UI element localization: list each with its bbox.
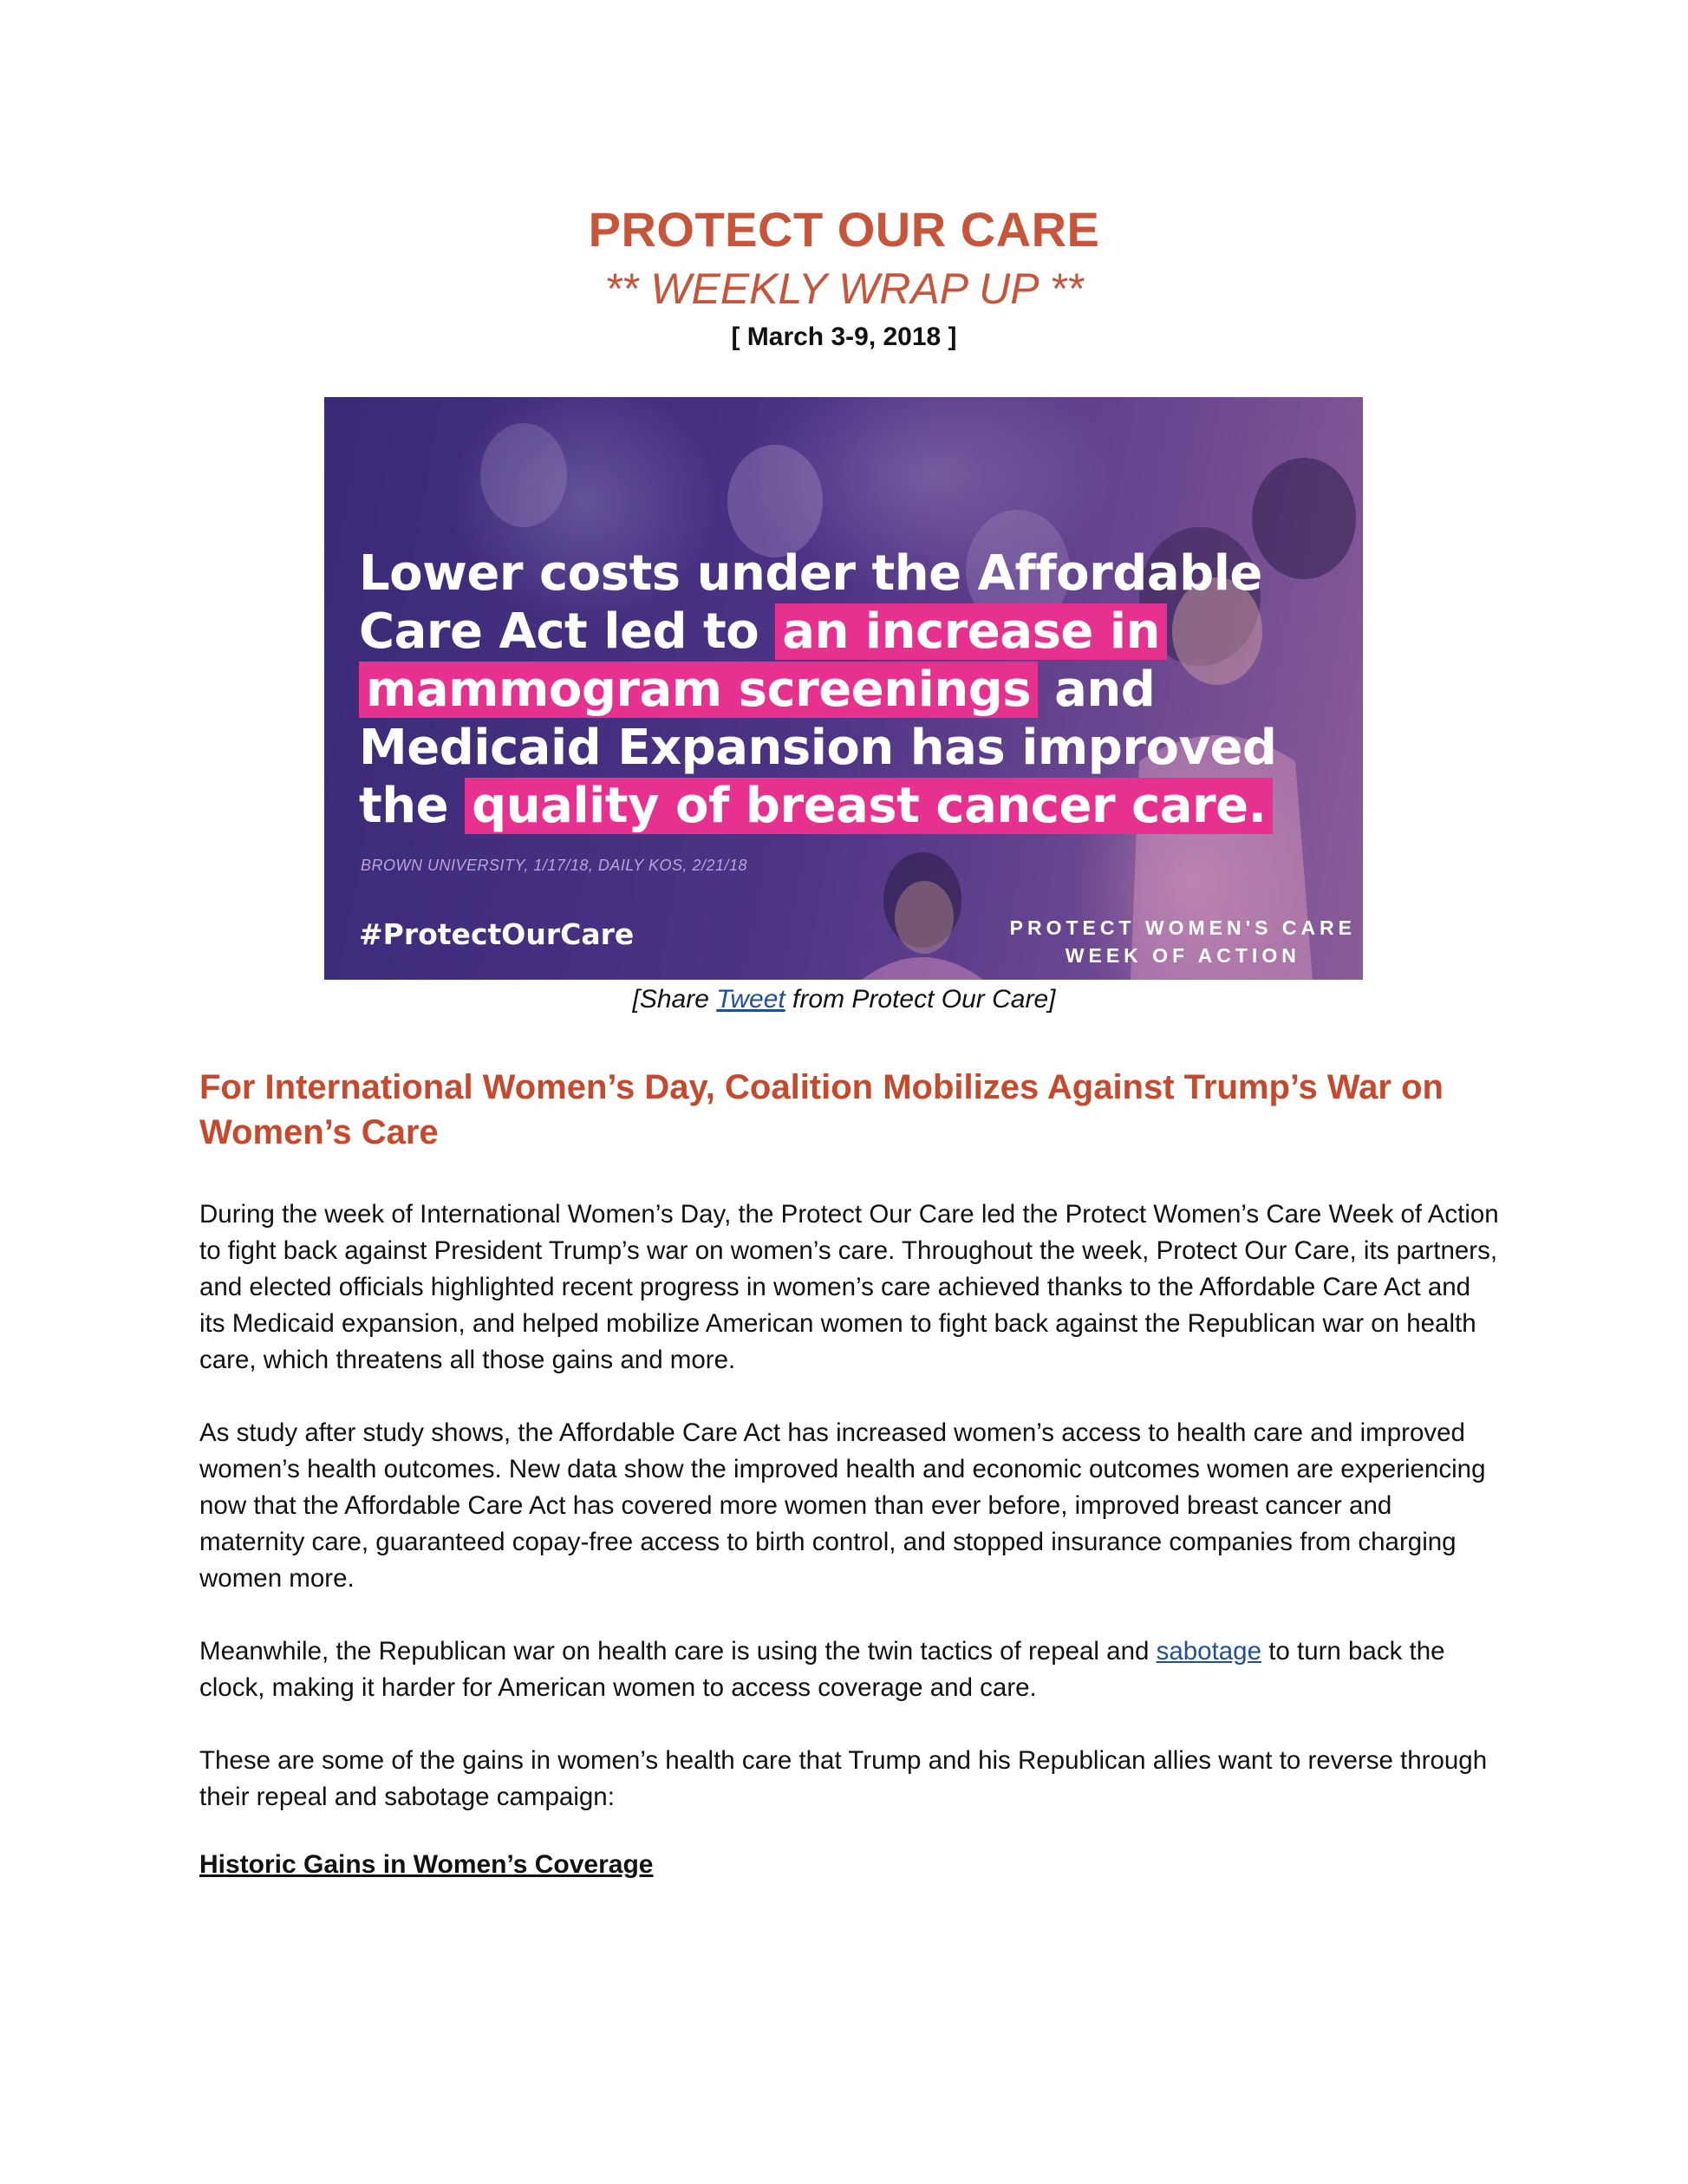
caption-prefix: [Share	[632, 985, 717, 1014]
week-line-1: PROTECT WOMEN'S CARE	[1009, 916, 1356, 939]
headline-highlight-3: quality of breast cancer care.	[465, 778, 1273, 834]
banner-hashtag: #ProtectOurCare	[359, 917, 635, 951]
headline-line-1: Lower costs under the Affordable	[359, 545, 1262, 602]
headline-line-3	[359, 661, 1347, 719]
headline-line-2	[359, 603, 1347, 661]
headline-line-2-text: Care Act led to	[359, 603, 776, 660]
headline-highlight-2: mammogram screenings	[359, 662, 1038, 718]
banner-week-of-action	[1010, 914, 1356, 969]
banner-source-citation: BROWN UNIVERSITY, 1/17/18, DAILY KOS, 2/21/18	[361, 857, 748, 874]
headline-line-3-text: and	[1038, 662, 1156, 718]
newsletter-subtitle: ** WEEKLY WRAP UP **	[604, 264, 1084, 313]
newsletter-title: PROTECT OUR CARE	[588, 202, 1100, 257]
tweet-link[interactable]: Tweet	[716, 985, 785, 1014]
week-line-2: WEEK OF ACTION	[1065, 944, 1300, 967]
headline-line-5-text: the	[359, 778, 466, 834]
subheading-coverage-gains: Historic Gains in Women’s Coverage	[199, 1850, 654, 1879]
headline-line-4: Medicaid Expansion has improved	[359, 720, 1277, 776]
banner-headline	[359, 544, 1347, 835]
headline-highlight-1: an increase in	[775, 603, 1167, 660]
caption-suffix: from Protect Our Care]	[785, 985, 1056, 1014]
paragraph-3	[199, 1633, 1500, 1706]
paragraph-3-start: Meanwhile, the Republican war on health care is using the twin tactics of repeal and	[199, 1637, 1157, 1666]
paragraph-4: These are some of the gains in women’s health care that Trump and his Republican allies want to reverse through their repeal and sabotage campaign:	[199, 1746, 1488, 1811]
image-caption	[0, 985, 1688, 1014]
sabotage-link[interactable]: sabotage	[1156, 1637, 1261, 1666]
paragraph-2: As study after study shows, the Affordable Care Act has increased women’s access to health care and improved women’s health outcomes. New data show the improved health and economic outcomes women are experiencing now that the Affordable Care Act has covered more women than ever before, improved breast cancer and maternity care, guaranteed copay-free access to birth control, and stopped insurance companies from charging women more.	[199, 1418, 1486, 1593]
section-heading: For International Women’s Day, Coalition Mobilizes Against Trump’s War on Women’s Care	[199, 1068, 1444, 1151]
paragraph-3-end: to turn back the clock, making it harder for American women to access coverage and care.	[199, 1637, 1445, 1702]
date-range: [ March 3-9, 2018 ]	[731, 323, 957, 351]
campaign-banner-image	[324, 397, 1363, 980]
headline-line-5	[359, 777, 1347, 835]
paragraph-1: During the week of International Women’s Day, the Protect Our Care led the Protect Women’s Care Week of Action to fight back against President Trump’s war on women’s care. Throughout the week, Protect Our Care, its partners, and elected officials highlighted recent progress in women’s care achieved thanks to the Affordable Care Act and its Medicaid expansion, and helped mobilize American women to fight back against the Republican war on health care, which threatens all those gains and more.	[199, 1200, 1499, 1374]
